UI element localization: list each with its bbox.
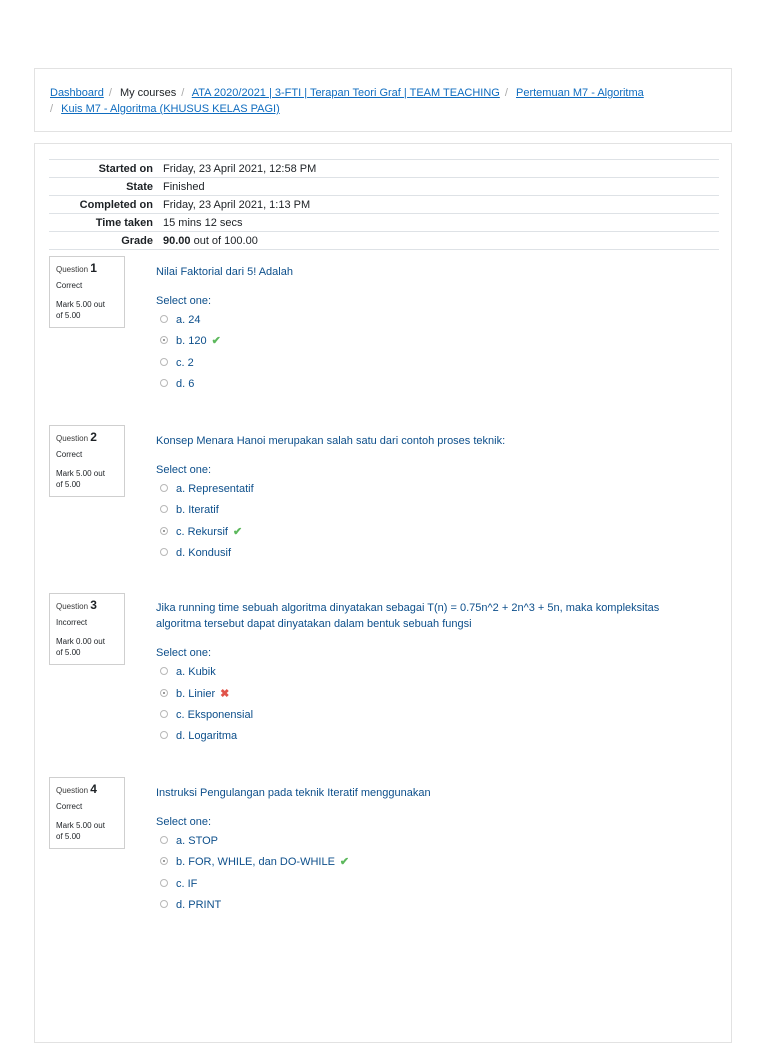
check-icon: ✔ xyxy=(211,335,221,347)
question-label: Question xyxy=(56,265,89,274)
answer-option[interactable]: d. PRINT xyxy=(160,898,221,912)
question-text: Jika running time sebuah algoritma dinyatakan sebagai T(n) = 0.75n^2 + 2n^3 + 5n, maka kompleksitas algoritma tersebut dapat dinyatakan dalam bentuk sebuah fungsi xyxy=(156,602,660,630)
question-info-box xyxy=(49,777,125,849)
answer-option[interactable]: d. 6 xyxy=(160,377,194,391)
radio-button[interactable] xyxy=(160,358,168,366)
question-label: Question xyxy=(56,434,89,443)
radio-button[interactable] xyxy=(160,379,168,387)
question-info-box xyxy=(49,425,125,497)
grade-total: out of 100.00 xyxy=(190,234,258,247)
select-one-prompt: Select one: xyxy=(156,295,212,307)
question-state: Correct xyxy=(56,450,83,459)
answer-option[interactable]: c. IF xyxy=(160,877,197,891)
radio-button[interactable] xyxy=(160,900,168,908)
radio-button[interactable] xyxy=(160,548,168,556)
summary-value xyxy=(163,232,719,250)
summary-row-completed xyxy=(49,196,719,214)
summary-row-time-taken xyxy=(49,214,719,232)
grade-score: 90.00 xyxy=(163,234,191,247)
summary-value: 15 mins 12 secs xyxy=(163,214,719,232)
summary-value: Friday, 23 April 2021, 1:13 PM xyxy=(163,196,719,214)
radio-button-selected[interactable] xyxy=(160,689,168,697)
answer-option[interactable]: a. Representatif xyxy=(160,482,254,496)
question-text: Instruksi Pengulangan pada teknik Iteratif menggunakan xyxy=(156,787,431,799)
question-info-box xyxy=(49,593,125,665)
summary-value: Friday, 23 April 2021, 12:58 PM xyxy=(163,160,719,178)
answer-option[interactable]: a. Kubik xyxy=(160,665,216,679)
summary-label: State xyxy=(49,178,163,196)
summary-label: Time taken xyxy=(49,214,163,232)
summary-label: Completed on xyxy=(49,196,163,214)
summary-value: Finished xyxy=(163,178,719,196)
attempt-summary-table xyxy=(49,159,719,250)
cross-icon: ✖ xyxy=(220,688,230,700)
answer-option-selected[interactable]: c. Rekursif ✔ xyxy=(160,525,242,539)
radio-button[interactable] xyxy=(160,731,168,739)
radio-button[interactable] xyxy=(160,879,168,887)
radio-button[interactable] xyxy=(160,836,168,844)
breadcrumb-link-section[interactable]: Pertemuan M7 - Algoritma xyxy=(516,87,644,99)
question-label: Question xyxy=(56,786,89,795)
answer-option[interactable]: d. Kondusif xyxy=(160,546,231,560)
question-mark: Mark 5.00 out of 5.00 xyxy=(56,300,105,320)
question-number: 2 xyxy=(90,430,97,444)
check-icon: ✔ xyxy=(339,856,350,868)
answer-option[interactable]: a. 24 xyxy=(160,313,200,327)
check-icon: ✔ xyxy=(232,526,243,538)
answer-option[interactable]: a. STOP xyxy=(160,834,218,848)
answer-option[interactable]: c. Eksponensial xyxy=(160,708,253,722)
select-one-prompt: Select one: xyxy=(156,647,212,659)
question-number: 4 xyxy=(90,782,97,796)
answer-option-selected[interactable]: b. Linier ✖ xyxy=(160,687,229,701)
question-text: Konsep Menara Hanoi merupakan salah satu dari contoh proses teknik: xyxy=(156,435,506,447)
breadcrumb-link-dashboard[interactable]: Dashboard xyxy=(50,87,104,99)
breadcrumb-item-my-courses: My courses xyxy=(119,87,177,99)
radio-button[interactable] xyxy=(160,667,168,675)
answer-option[interactable]: c. 2 xyxy=(160,356,194,370)
question-number: 3 xyxy=(90,598,97,612)
radio-button[interactable] xyxy=(160,484,168,492)
question-mark: Mark 5.00 out of 5.00 xyxy=(56,469,105,489)
summary-label: Started on xyxy=(49,160,163,178)
radio-button-selected[interactable] xyxy=(160,527,168,535)
radio-button-selected[interactable] xyxy=(160,336,168,344)
question-state: Correct xyxy=(56,281,83,290)
radio-button[interactable] xyxy=(160,315,168,323)
summary-row-grade xyxy=(49,232,719,250)
summary-row-started xyxy=(49,160,719,178)
select-one-prompt: Select one: xyxy=(156,816,212,828)
answer-option[interactable]: d. Logaritma xyxy=(160,729,237,743)
radio-button-selected[interactable] xyxy=(160,857,168,865)
question-state: Correct xyxy=(56,802,83,811)
question-number: 1 xyxy=(90,261,97,275)
select-one-prompt: Select one: xyxy=(156,464,212,476)
summary-label: Grade xyxy=(49,232,163,250)
breadcrumb-link-course[interactable]: ATA 2020/2021 | 3-FTI | Terapan Teori Graf | TEAM TEACHING xyxy=(191,87,500,99)
answer-option-selected[interactable]: b. FOR, WHILE, dan DO-WHILE ✔ xyxy=(160,855,349,869)
question-label: Question xyxy=(56,602,89,611)
question-state: Incorrect xyxy=(56,618,88,627)
question-text: Nilai Faktorial dari 5! Adalah xyxy=(156,266,293,278)
answer-option-selected[interactable]: b. 120 ✔ xyxy=(160,334,221,348)
breadcrumb-card xyxy=(34,68,732,132)
question-mark: Mark 5.00 out of 5.00 xyxy=(56,821,105,841)
question-info-box xyxy=(49,256,125,328)
radio-button[interactable] xyxy=(160,710,168,718)
radio-button[interactable] xyxy=(160,505,168,513)
breadcrumb: Dashboard / My courses / ATA 2020/2021 | 3-FTI | Terapan Teori Graf | TEAM TEACHING / Pertemuan M7 - Algoritma / Kuis M7 - Algoritma (KHUSUS KELAS PAGI) xyxy=(50,87,644,115)
answer-option[interactable]: b. Iteratif xyxy=(160,503,219,517)
breadcrumb-link-quiz[interactable]: Kuis M7 - Algoritma (KHUSUS KELAS PAGI) xyxy=(61,103,280,115)
summary-row-state xyxy=(49,178,719,196)
question-mark: Mark 0.00 out of 5.00 xyxy=(56,637,105,657)
